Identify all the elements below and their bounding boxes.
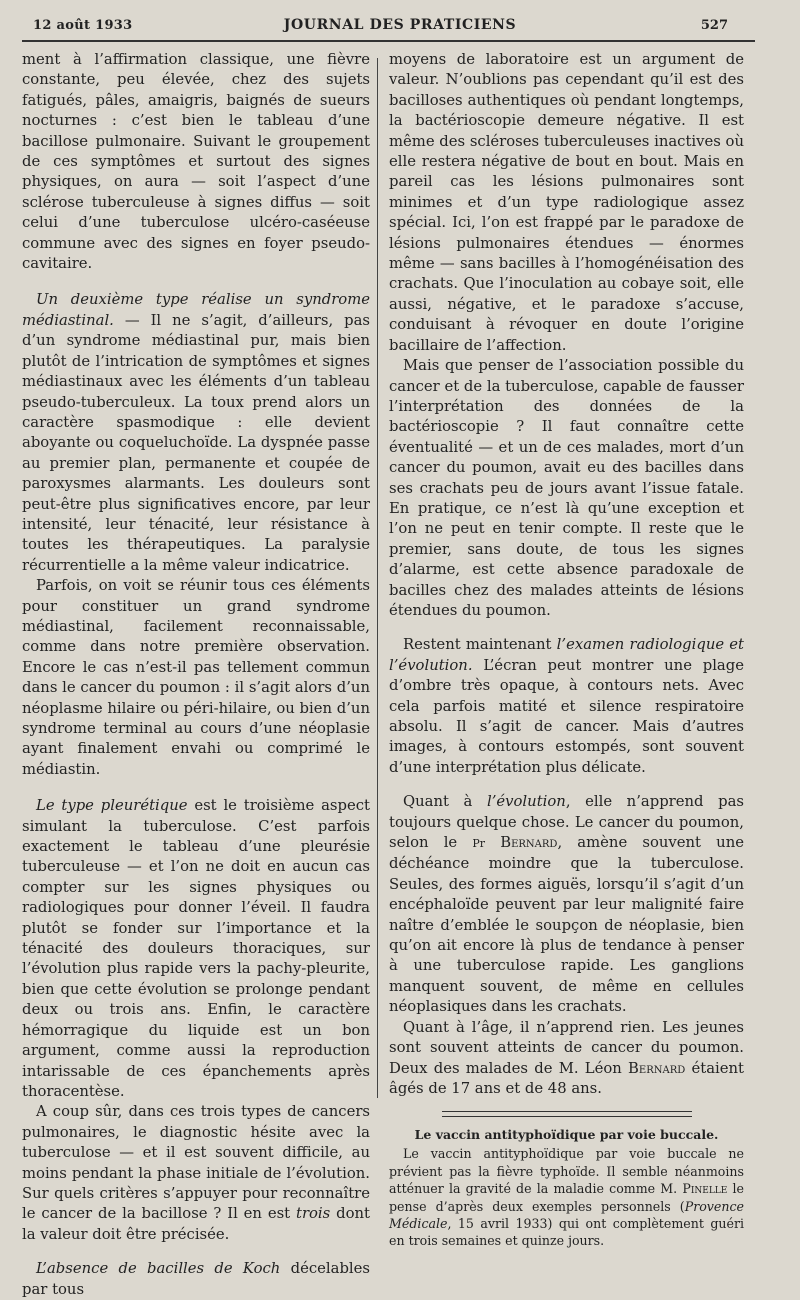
page-header bbox=[0, 0, 800, 38]
paragraph: Parfois, on voit se réunir tous ces éléments pour constituer un grand syndrome médiastinal, facilement reconnaissable, comme dans notre première observation. Encore le cas n’est-il pas tellement commun dans le cancer du poumon : il s’agit alors d’un néoplasme hilaire ou péri-hilaire, ou bien d’un syndrome terminal au cours d’une néoplasie ayant finalement envahi ou comprimé le médiastin. bbox=[22, 577, 370, 778]
right-column bbox=[389, 50, 744, 1250]
paragraph: Quant à l’âge, il n’apprend rien. Les jeunes sont souvent atteints de cancer du poumon. Deux des malades de M. Léon Bernard étaient âgés de 17 ans et de 48 ans. bbox=[389, 1018, 745, 1097]
note-body: Le vaccin antityphoïdique par voie buccale ne prévient pas la fièvre typhoïde. Il semble néanmoins atténuer la gravité de la maladie comme M. Pinelle le pense d’après deux exemples personnels (Provence Médicale, 15 avril 1933) qui ont complètement guéri en trois semaines et quinze jours. bbox=[389, 1146, 744, 1249]
paragraph: Le type pleurétique est le troisième aspect simulant la tuberculose. C’est parfois exactement le tableau d’une pleurésie tuberculeuse — et l’on ne doit en aucun cas compter sur les signes physiques ou radiologiques pour donner l’éveil. Il faudra plutôt se fonder sur l’importance et la ténacité des douleurs thoraciques, sur l’évolution plus rapide vers la pachy-pleurite, bien que cette évolution se prolonge pendant deux ou trois ans. Enfin, le caractère hémorragique du liquide est un bon argument, comme aussi la reproduction intarissable de ces épanchements après thoracentèse. bbox=[22, 797, 370, 1100]
paragraph: ment à l’affirmation classique, une fièvre constante, peu élevée, chez des sujets fatigués, pâles, amaigris, baignés de sueurs nocturnes : c’est bien le tableau d’une bacillose pulmonaire. Suivant le groupement de ces symptômes et surtout des signes physiques, on aura — soit l’aspect d’une sclérose tuberculeuse à signes diffus — soit celui d’une tuberculose ulcéro-caséeuse commune avec des signes en foyer pseudo-cavitaire. bbox=[22, 51, 370, 273]
section-lead: L’absence de bacilles de Koch bbox=[36, 1260, 281, 1278]
column-divider bbox=[377, 58, 378, 1098]
paragraph: L’absence de bacilles de Koch décelables par tous bbox=[22, 1260, 370, 1298]
section-lead: Le type pleurétique bbox=[36, 797, 188, 815]
paragraph: Un deuxième type réalise un syndrome médiastinal. — Il ne s’agit, d’ailleurs, pas d’un syndrome médiastinal pur, mais bien plutôt de l’intrication de symptômes et signes médiastinaux avec les éléments d’un tableau pseudo-tuberculeux. La toux prend alors un caractère spasmodique : elle devient aboyante ou coqueluchoïde. La dyspnée passe au premier plan, permanente et coupée de paroxysmes alarmants. Les douleurs sont peut-être plus significatives encore, par leur intensité, leur ténacité, leur résistance à toutes les thérapeutiques. La paralysie récurrentielle a la même valeur indicatrice. bbox=[22, 291, 370, 574]
paragraph: Restent maintenant l’examen radiologique et l’évolution. L’écran peut montrer une plage d’ombre très opaque, à contours nets. Avec cela parfois matité et silence respiratoire absolu. Il s’agit de cancer. Mais d’autres images, à contours estompés, sont souvent d’une interprétation plus délicate. bbox=[389, 636, 744, 776]
paragraph: moyens de laboratoire est un argument de valeur. N’oublions pas cependant qu’il est des bacilloses authentiques où pendant longtemps, la bactérioscopie demeure négative. Il est même des scléroses tuberculeuses inactives où elle restera négative de bout en bout. Mais en pareil cas les lésions pulmonaires sont minimes et d’un type radiologique assez spécial. Ici, l’on est frappé par le paradoxe de lésions pulmonaires étendues — énormes même — sans bacilles à l’homogénéisation des crachats. Que l’inoculation au cobaye soit, elle aussi, négative, et le paradoxe s’accuse, conduisant à révoquer en doute l’origine bacillaire de l’affection. bbox=[389, 51, 744, 354]
page-number: 527 bbox=[700, 18, 728, 33]
paragraph: Quant à l’évolution, elle n’apprend pas toujours quelque chose. Le cancer du poumon, selon le Pr Bernard, amène souvent une déchéance moindre que la tuberculose. Seules, des formes aiguës, lorsqu’il s’agit d’un encéphaloïde peuvent par leur malignité faire naître d’emblée le soupçon de néoplasie, bien qu’on ait encore là plus de tendance à penser à une tuberculose rapide. Les ganglions manquent souvent, de même en cellules néoplasiques dans les crachats. bbox=[389, 793, 744, 1016]
section-divider bbox=[389, 1111, 744, 1117]
note-title: Le vaccin antityphoïdique par voie buccale. bbox=[414, 1127, 719, 1143]
section-lead: Un deuxième type réalise un syndrome médiastinal. bbox=[22, 291, 370, 329]
issue-date: 12 août 1933 bbox=[33, 18, 133, 33]
journal-title: JOURNAL DES PRATICIENS bbox=[283, 17, 517, 33]
paragraph: Mais que penser de l’association possible du cancer et de la tuberculose, capable de fausser l’interprétation des données de la bactérioscopie ? Il faut connaître cette éventualité — et un de ces malades, mort d’un cancer du poumon, avait eu des bacilles dans ses crachats peu de jours avant l’issue fatale. En pratique, ce n’est là qu’une exception et l’on ne peut en tenir compte. Il reste que le premier, sans doute, de tous les signes d’alarme, est cette absence paradoxale de bacilles chez des malades atteints de lésions étendues du poumon. bbox=[389, 357, 744, 619]
paragraph: A coup sûr, dans ces trois types de cancers pulmonaires, le diagnostic hésite avec la tuberculose — et il est souvent difficile, au moins pendant la phase initiale de l’évolution. Sur quels critères s’appuyer pour reconnaître le cancer de la bacillose ? Il en est trois dont la valeur doit être précisée. bbox=[22, 1103, 370, 1243]
left-column bbox=[22, 50, 370, 1300]
header-rule bbox=[22, 40, 755, 42]
